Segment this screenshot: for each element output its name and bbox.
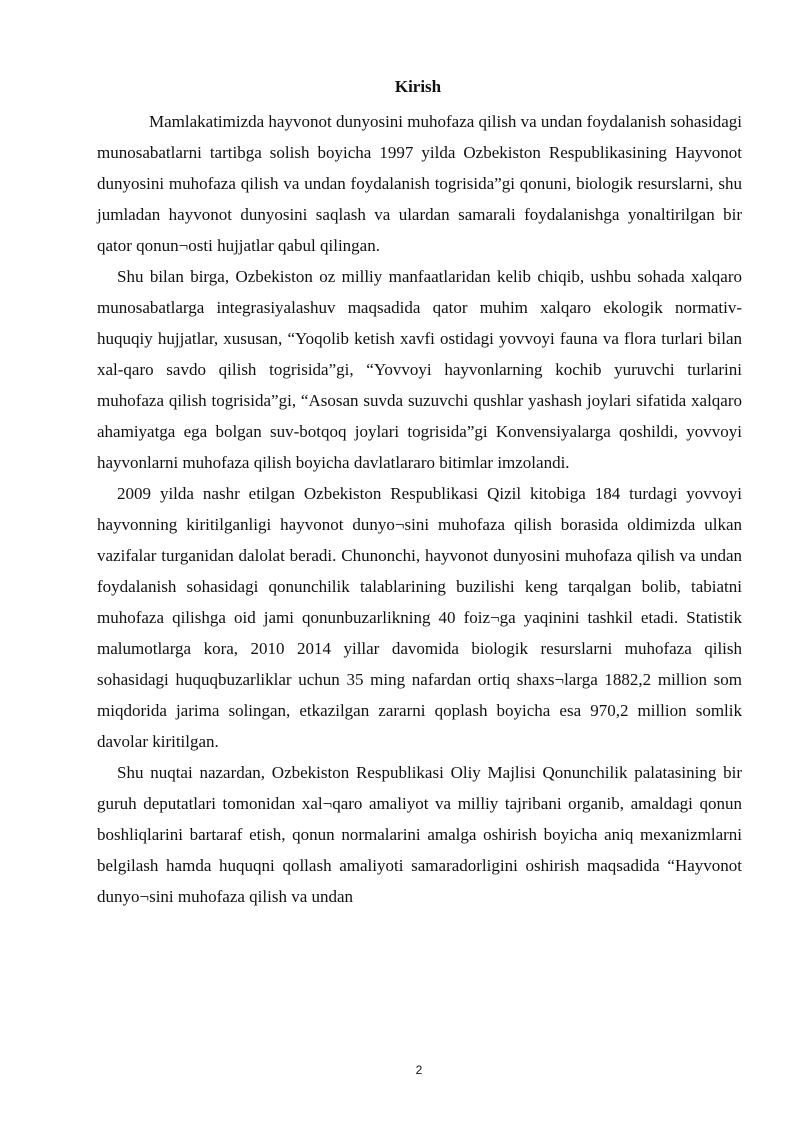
paragraph-legislative-initiative: Shu nuqtai nazardan, Ozbekiston Respublikasi Oliy Majlisi Qonunchilik palatasining bir guruh deputatlari tomonidan xal¬qaro amaliyot va milliy tajribani organib, amaldagi qonun boshliqlarini bartaraf etish, qonun normalarini amalga oshirish boyicha aniq mexanizmlarni belgilash hamda huquqni qollash amaliyoti samaradorligini oshirish maqsadida “Hayvonot dunyo¬sini muhofaza qilish va undan (97, 763, 742, 906)
page-number: 2 (415, 1063, 423, 1077)
section-title: Kirish (394, 77, 442, 96)
paragraph-red-book-statistics: 2009 yilda nashr etilgan Ozbekiston Respublikasi Qizil kitobiga 184 turdagi yovvoyi hayvonning kiritilganligi hayvonot dunyo¬sini muhofaza qilish borasida oldimizda ulkan vazifalar turganidan dalolat beradi. Chunonchi, hayvonot dunyosini muhofaza qilish va undan foydalanish sohasidagi qonunchilik talablarining buzilishi keng tarqalgan bolib, tabiatni muhofaza qilishga oid jami qonunbuzarlikning 40 foiz¬ga yaqinini tashkil etadi. Statistik malumotlarga kora, 2010 2014 yillar davomida biologik resurslarni muhofaza qilish sohasidagi huquqbuzarliklar uchun 35 ming nafardan ortiq shaxs¬larga 1882,2 million som miqdorida jarima solingan, etkazilgan zararni qoplash boyicha esa 970,2 million somlik davolar kiritilgan. (97, 484, 742, 751)
paragraph-international-conventions: Shu bilan birga, Ozbekiston oz milliy manfaatlaridan kelib chiqib, ushbu sohada xalqaro munosabatlarga integrasiyalashuv maqsadida qator muhim xalqaro ekologik normativ-huquqiy hujjatlar, xususan, “Yoqolib ketish xavfi ostidagi yovvoyi fauna va flora turlari bilan xal-qaro savdo qilish togrisida”gi, “Yovvoyi hayvonlarning kochib yuruvchi turlarini muhofaza qilish togrisida”gi, “Asosan suvda suzuvchi qushlar yashash joylari sifatida xalqaro ahamiyatga ega bolgan suv-botqoq joylari togrisida”gi Konvensiyalarga qoshildi, yovvoyi hayvonlarni muhofaza qilish boyicha davlatlararo bitimlar imzolandi. (97, 267, 742, 472)
paragraph-intro: Mamlakatimizda hayvonot dunyosini muhofaza qilish va undan foydalanish sohasidagi munosabatlarni tartibga solish boyicha 1997 yilda Ozbekiston Respublikasining Hayvonot dunyosini muhofaza qilish va undan foydalanish togrisida”gi qonuni, biologik resurslarni, shu jumladan hayvonot dunyosini saqlash va ulardan samarali foydalanishga yonaltirilgan bir qator qonun¬osti hujjatlar qabul qilingan. (97, 112, 742, 255)
document-body (97, 106, 742, 912)
